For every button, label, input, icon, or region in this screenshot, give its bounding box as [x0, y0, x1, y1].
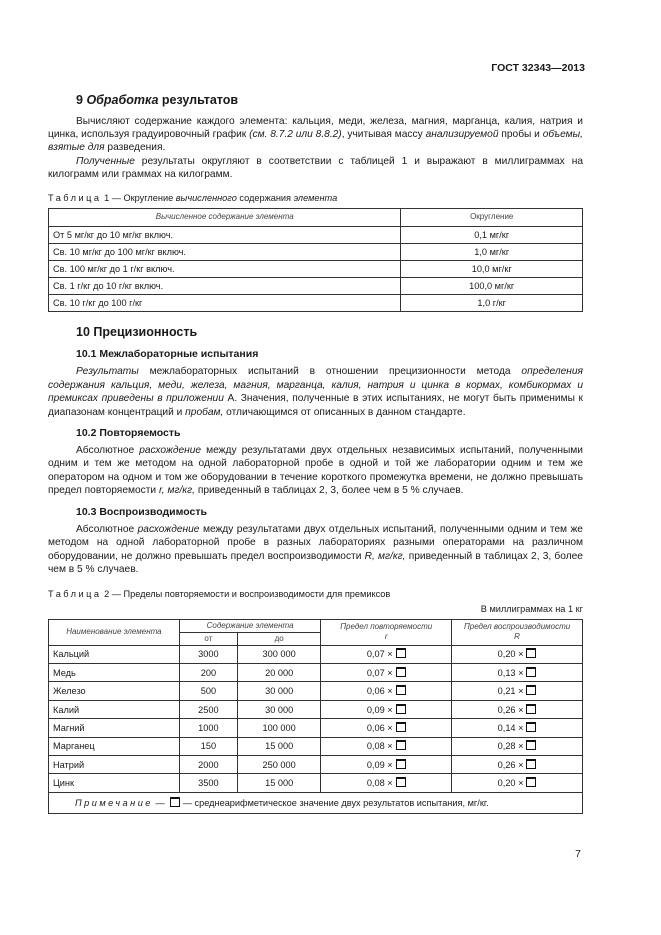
mean-value-symbol-icon [526, 685, 536, 695]
section-10-heading: 10 Прецизионность [76, 324, 198, 339]
table-header: Вычисленное содержание элемента [49, 208, 401, 226]
mean-value-symbol-icon [526, 704, 536, 714]
mean-value-symbol-icon [170, 797, 180, 807]
mean-value-symbol-icon [526, 759, 536, 769]
table-row: Кальций 3000 300 000 0,07 × 0,20 × [49, 645, 583, 663]
table-row: Калий 2500 30 000 0,09 × 0,26 × [49, 700, 583, 718]
table-2-caption: Таблица 2 — Пределы повторяемости и воспроизводимости для премиксов [48, 589, 391, 600]
table-header: Предел воспроизводимости R [452, 619, 583, 645]
section-9-heading [76, 92, 583, 109]
section-9-paragraph-1: Вычисляют содержание каждого элемента: кальция, меди, железа, магния, марганца, калия, натрия и цинка, используя градуировочный график (см. 8.7.2 или 8.8.2), учитывая массу анализируемой пробы и объемы, взятые для разведения. [48, 115, 583, 154]
mean-value-symbol-icon [396, 648, 406, 658]
mean-value-symbol-icon [526, 648, 536, 658]
table-header: от [179, 632, 237, 645]
mean-value-symbol-icon [396, 740, 406, 750]
document-id: ГОСТ 32343—2013 [491, 62, 585, 74]
page-number: 7 [575, 848, 581, 860]
table-row: Медь 200 20 000 0,07 × 0,13 × [49, 664, 583, 682]
table-row: Св. 10 мг/кг до 100 мг/кг включ. 1,0 мг/кг [49, 243, 583, 260]
table-row: Св. 1 г/кг до 10 г/кг включ. 100,0 мг/кг [49, 277, 583, 294]
table-note: Примечание — — среднеарифметическое значение двух результатов испытания, мг/кг. [49, 792, 583, 813]
table-header: до [237, 632, 320, 645]
subsection-10-2-text: Абсолютное расхождение между результатами двух отдельных независимых испытаний, полученными одним и тем же методом на одной лабораторной пробе в одной и той же лаборатории одним и тем же оператором на одном и том же оборудовании в течение короткого промежутка времени, не должно превышать предел повторяемости r, мг/кг, приведенный в таблицах 2, 3, более чем в 5 % случаев. [48, 444, 583, 497]
mean-value-symbol-icon [396, 704, 406, 714]
table-row: Марганец 150 15 000 0,08 × 0,28 × [49, 737, 583, 755]
table-row: Св. 100 мг/кг до 1 г/кг включ. 10,0 мг/кг [49, 260, 583, 277]
table-header: Наименование элемента [49, 619, 180, 645]
subsection-10-1-heading: 10.1 Межлабораторные испытания [76, 348, 259, 361]
mean-value-symbol-icon [396, 685, 406, 695]
mean-value-symbol-icon [526, 722, 536, 732]
table-header: Предел повторяемости r [321, 619, 452, 645]
table-row: Натрий 2000 250 000 0,09 × 0,26 × [49, 756, 583, 774]
subsection-10-1-text: Результаты межлабораторных испытаний в отношении прецизионности метода определения содержания кальция, меди, железа, магния, марганца, калия, натрия и цинка в кормах, комбикормах и премиксах приведены в приложении А. Значения, полученные в этих испытаниях, не могут быть применимы к диапазонам концентраций и пробам, отличающимся от описанных в данном стандарте. [48, 366, 583, 418]
title-rest: результатов [161, 93, 239, 107]
mean-value-symbol-icon [396, 722, 406, 732]
precision-limits-table [48, 619, 583, 814]
subsection-10-2-heading: 10.2 Повторяемость [76, 427, 181, 440]
table-header: Округление [401, 208, 583, 226]
table-1-caption: Таблица 1 — Округление вычисленного содержания элемента [48, 192, 338, 203]
section-number: 9 [76, 93, 83, 107]
mean-value-symbol-icon [526, 777, 536, 787]
mean-value-symbol-icon [396, 667, 406, 677]
section-9-paragraph-2: Полученные результаты округляют в соответствии с таблицей 1 и выражают в миллиграммах на килограмм или граммах на килограмм. [48, 155, 583, 181]
subsection-10-3-heading: 10.3 Воспроизводимость [76, 505, 207, 518]
mean-value-symbol-icon [396, 777, 406, 787]
subsection-10-3-text: Абсолютное расхождение между результатами двух отдельных испытаний, полученными одним и тем же методом на одной лабораторной пробе в разных лабораториях разными операторами на различном оборудовании, не должно превышать предел воспроизводимости R, мг/кг, приведенный в таблицах 2, 3, более чем в 5 % случаев. [48, 523, 583, 575]
table-row: Цинк 3500 15 000 0,08 × 0,20 × [49, 774, 583, 792]
table-row: Железо 500 30 000 0,06 × 0,21 × [49, 682, 583, 700]
mean-value-symbol-icon [526, 740, 536, 750]
rounding-table [48, 208, 583, 312]
page-content [48, 92, 583, 814]
table-row: Св. 10 г/кг до 100 г/кг 1,0 г/кг [49, 294, 583, 311]
table-header: Содержание элемента [179, 619, 320, 632]
mean-value-symbol-icon [526, 667, 536, 677]
mean-value-symbol-icon [396, 759, 406, 769]
table-2-unit: В миллиграммах на 1 кг [480, 603, 583, 614]
title-italic: Обработка [86, 93, 159, 107]
table-row: Магний 1000 100 000 0,06 × 0,14 × [49, 719, 583, 737]
table-row: От 5 мг/кг до 10 мг/кг включ. 0,1 мг/кг [49, 226, 583, 243]
